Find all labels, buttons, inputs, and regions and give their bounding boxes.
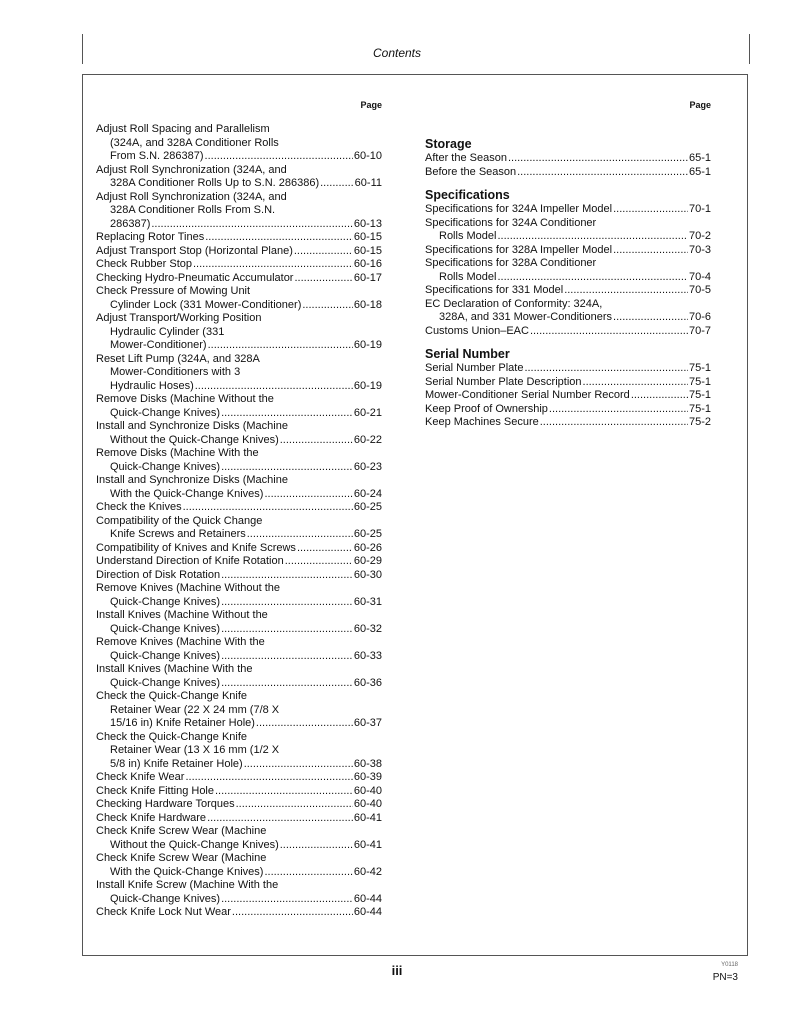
toc-entry-title: Understand Direction of Knife Rotation xyxy=(96,555,284,567)
toc-entry-title: Mower-Conditioner Serial Number Record xyxy=(425,389,630,401)
toc-entry-line: Install Knives (Machine With the xyxy=(96,663,253,675)
toc-entry[interactable] xyxy=(425,403,711,417)
toc-entry-title: Check Knife Lock Nut Wear xyxy=(96,906,231,918)
toc-page-ref: 70-7 xyxy=(688,324,711,337)
toc-page-ref: 70-4 xyxy=(688,270,711,283)
toc-entry-final-line xyxy=(96,339,382,353)
dot-leader xyxy=(221,893,353,907)
dot-leader xyxy=(221,569,353,583)
toc-entry-final-line xyxy=(96,177,382,191)
toc-entry[interactable] xyxy=(96,690,382,731)
toc-entry-final-line xyxy=(425,416,711,430)
toc-right-list xyxy=(425,137,711,430)
toc-entry[interactable] xyxy=(96,771,382,785)
dot-leader xyxy=(264,866,352,880)
toc-entry-title: Quick-Change Knives) xyxy=(110,595,221,608)
toc-section xyxy=(425,188,711,338)
toc-entry[interactable] xyxy=(96,447,382,474)
dot-leader xyxy=(183,501,353,515)
toc-entry-final-line xyxy=(425,376,711,390)
toc-entry-title: 328A Conditioner Rolls Up to S.N. 286386) xyxy=(110,177,320,189)
toc-entry[interactable] xyxy=(96,555,382,569)
toc-entry-title: Cylinder Lock (331 Mower-Conditioner) xyxy=(110,298,302,311)
dot-leader xyxy=(264,488,352,502)
toc-entry-title: Check Rubber Stop xyxy=(96,258,192,270)
toc-entry-title: Checking Hardware Torques xyxy=(96,798,235,810)
toc-entry[interactable] xyxy=(96,798,382,812)
toc-entry-line: Adjust Transport/Working Position xyxy=(96,312,262,324)
dot-leader xyxy=(205,231,353,245)
toc-entry-line: Adjust Roll Synchronization (324A, and xyxy=(96,190,287,203)
dot-leader xyxy=(294,272,352,286)
toc-entry-title: 5/8 in) Knife Retainer Hole) xyxy=(110,757,243,770)
toc-entry-title: Mower-Conditioner) xyxy=(110,339,207,351)
toc-entry-line: Check Knife Screw Wear (Machine xyxy=(96,852,267,864)
toc-entry-final-line xyxy=(96,785,382,799)
dot-leader xyxy=(205,150,353,164)
toc-entry[interactable] xyxy=(96,515,382,542)
page-header-title: Contents xyxy=(372,46,422,60)
toc-page-ref: 60-15 xyxy=(353,244,382,257)
toc-entry-line: Reset Lift Pump (324A, and 328A xyxy=(96,352,260,365)
toc-entry-title: Rolls Model xyxy=(439,270,497,283)
toc-entry-title: Quick-Change Knives) xyxy=(110,649,221,662)
toc-page-ref: 60-41 xyxy=(353,811,382,824)
dot-leader xyxy=(530,325,688,339)
dot-leader xyxy=(221,677,353,691)
toc-page-ref: 60-17 xyxy=(353,271,382,284)
toc-entry-title: Check Knife Wear xyxy=(96,771,185,783)
toc-entry[interactable] xyxy=(96,191,382,232)
toc-entry[interactable] xyxy=(425,389,711,403)
toc-entry-title: Check Knife Hardware xyxy=(96,811,207,824)
toc-entry[interactable] xyxy=(425,362,711,376)
toc-entry-line: (324A, and 328A Conditioner Rolls xyxy=(110,136,279,149)
toc-entry[interactable] xyxy=(96,582,382,609)
toc-entry-line: Remove Disks (Machine With the xyxy=(96,447,259,459)
toc-entry[interactable] xyxy=(96,812,382,826)
toc-page-ref: 70-3 xyxy=(688,243,711,256)
toc-entry-title: Checking Hydro-Pneumatic Accumulator xyxy=(96,271,294,284)
toc-entry-title: Quick-Change Knives) xyxy=(110,622,221,635)
toc-entry-line: Mower-Conditioners with 3 xyxy=(110,366,241,378)
dot-leader xyxy=(302,299,353,313)
toc-entry-title: Compatibility of Knives and Knife Screws xyxy=(96,541,296,554)
toc-entry-line: Hydraulic Cylinder (331 xyxy=(110,325,225,338)
toc-entry-final-line xyxy=(425,166,711,180)
toc-entry-final-line xyxy=(425,362,711,376)
toc-entry-title: Quick-Change Knives) xyxy=(110,892,221,905)
toc-page-ref: 65-1 xyxy=(688,165,711,178)
toc-page-ref: 75-2 xyxy=(688,416,711,428)
toc-entry-final-line xyxy=(96,272,382,286)
toc-entry-line: Install Knife Screw (Machine With the xyxy=(96,879,279,891)
doc-code: Y0118 xyxy=(721,962,738,968)
dot-leader xyxy=(297,542,353,556)
toc-entry[interactable] xyxy=(96,312,382,353)
dot-leader xyxy=(207,812,353,826)
toc-entry[interactable] xyxy=(425,152,711,166)
toc-entry-line: Remove Knives (Machine With the xyxy=(96,636,265,648)
toc-entry-final-line xyxy=(96,231,382,245)
toc-entry[interactable] xyxy=(96,393,382,420)
toc-entry-line: Check Knife Screw Wear (Machine xyxy=(96,825,267,837)
toc-page-ref: 75-1 xyxy=(688,362,711,374)
toc-entry-final-line xyxy=(96,758,382,772)
toc-entry[interactable] xyxy=(425,244,711,258)
toc-entry[interactable] xyxy=(425,325,711,339)
toc-entry[interactable] xyxy=(96,852,382,879)
dot-leader xyxy=(320,177,354,191)
dot-leader xyxy=(221,407,353,421)
toc-page-ref: 60-19 xyxy=(353,339,382,351)
toc-page-ref: 60-41 xyxy=(353,838,382,851)
section-heading: Storage xyxy=(425,137,472,151)
dot-leader xyxy=(497,271,688,285)
toc-page-ref: 60-38 xyxy=(353,757,382,770)
toc-entry[interactable] xyxy=(96,123,382,164)
toc-entry-final-line xyxy=(96,380,382,394)
toc-entry-title: Without the Quick-Change Knives) xyxy=(110,433,279,446)
dot-leader xyxy=(221,461,353,475)
toc-entry-final-line xyxy=(96,839,382,853)
toc-page-ref: 70-5 xyxy=(688,284,711,296)
toc-entry[interactable] xyxy=(96,609,382,636)
toc-entry[interactable] xyxy=(425,203,711,217)
toc-entry-final-line xyxy=(96,717,382,731)
toc-entry[interactable] xyxy=(96,542,382,556)
pn-number: PN=3 xyxy=(712,972,738,983)
toc-entry[interactable] xyxy=(96,501,382,515)
dot-leader xyxy=(221,623,353,637)
dot-leader xyxy=(215,785,353,799)
toc-entry-final-line xyxy=(96,866,382,880)
dot-leader xyxy=(256,717,353,731)
toc-entry-line: Check Pressure of Mowing Unit xyxy=(96,285,251,297)
toc-entry-title: Knife Screws and Retainers xyxy=(110,528,246,540)
toc-page-ref: 60-30 xyxy=(353,568,382,581)
toc-entry-title: Quick-Change Knives) xyxy=(110,406,221,419)
toc-entry[interactable] xyxy=(96,879,382,906)
toc-entry[interactable] xyxy=(425,166,711,180)
toc-entry[interactable] xyxy=(96,663,382,690)
toc-entry-title: With the Quick-Change Knives) xyxy=(110,487,264,500)
toc-page-ref: 75-1 xyxy=(688,375,711,388)
dot-leader xyxy=(564,284,688,298)
page-number: iii xyxy=(391,963,403,978)
dot-leader xyxy=(236,798,353,812)
toc-page-ref: 60-33 xyxy=(353,649,382,662)
toc-page-ref: 60-42 xyxy=(353,865,382,878)
dot-leader xyxy=(185,771,352,785)
toc-entry-final-line xyxy=(96,650,382,664)
toc-page-ref: 70-1 xyxy=(688,203,711,215)
toc-entry[interactable] xyxy=(96,825,382,852)
toc-entry-title: After the Season xyxy=(425,152,507,164)
toc-entry-title: Rolls Model xyxy=(439,230,497,242)
section-heading: Serial Number xyxy=(425,347,510,361)
toc-page-ref: 60-16 xyxy=(353,258,382,270)
toc-entry-title: Check the Knives xyxy=(96,501,182,513)
toc-entry-final-line xyxy=(425,203,711,217)
dot-leader xyxy=(247,528,353,542)
dot-leader xyxy=(280,434,353,448)
toc-entry[interactable] xyxy=(425,298,711,325)
dot-leader xyxy=(517,166,688,180)
toc-page-ref: 60-11 xyxy=(354,177,382,189)
toc-entry-title: Hydraulic Hoses) xyxy=(110,379,194,392)
toc-entry-final-line xyxy=(425,311,711,325)
toc-page-ref: 60-36 xyxy=(353,676,382,689)
toc-entry-line: Install and Synchronize Disks (Machine xyxy=(96,420,288,432)
toc-entry-final-line xyxy=(425,244,711,258)
toc-page-ref: 60-26 xyxy=(353,541,382,554)
toc-entry-title: Specifications for 324A Impeller Model xyxy=(425,203,613,215)
toc-page-ref: 60-44 xyxy=(353,906,382,918)
dot-leader xyxy=(221,596,353,610)
toc-entry-final-line xyxy=(96,218,382,232)
toc-entry-final-line xyxy=(96,258,382,272)
toc-page-ref: 60-44 xyxy=(353,892,382,905)
toc-entry-final-line xyxy=(96,501,382,515)
toc-entry[interactable] xyxy=(425,284,711,298)
page-column-label: Page xyxy=(360,100,382,110)
toc-entry-line: Install Knives (Machine Without the xyxy=(96,609,268,621)
toc-entry-final-line xyxy=(96,461,382,475)
toc-entry-line: Adjust Roll Spacing and Parallelism xyxy=(96,123,270,135)
toc-entry-title: Specifications for 328A Impeller Model xyxy=(425,243,613,256)
toc-entry-final-line xyxy=(425,284,711,298)
toc-page-ref: 60-15 xyxy=(353,231,382,243)
toc-entry-final-line xyxy=(425,325,711,339)
toc-entry[interactable] xyxy=(96,731,382,772)
toc-section xyxy=(425,347,711,430)
toc-entry-title: Without the Quick-Change Knives) xyxy=(110,838,279,851)
toc-left-list xyxy=(96,123,382,920)
toc-entry-title: Before the Season xyxy=(425,165,517,178)
toc-entry-final-line xyxy=(96,555,382,569)
toc-entry-line: Remove Knives (Machine Without the xyxy=(96,582,281,594)
section-heading: Specifications xyxy=(425,188,510,202)
toc-page-ref: 65-1 xyxy=(688,152,711,164)
toc-page-ref: 60-10 xyxy=(353,150,382,162)
toc-left-column xyxy=(96,99,382,920)
toc-entry-final-line xyxy=(96,623,382,637)
toc-entry-title: Check Knife Fitting Hole xyxy=(96,784,214,797)
toc-page-ref: 60-21 xyxy=(353,406,382,419)
toc-page-ref: 60-32 xyxy=(353,622,382,635)
toc-entry-line: EC Declaration of Conformity: 324A, xyxy=(425,297,603,310)
toc-entry-final-line xyxy=(425,271,711,285)
toc-page-ref: 75-1 xyxy=(688,389,711,401)
toc-page-ref: 60-31 xyxy=(353,595,382,608)
toc-entry-final-line xyxy=(96,434,382,448)
dot-leader xyxy=(613,244,688,258)
dot-leader xyxy=(508,152,688,166)
toc-entry[interactable] xyxy=(425,376,711,390)
dot-leader xyxy=(294,245,353,259)
dot-leader xyxy=(583,376,688,390)
toc-entry[interactable] xyxy=(96,353,382,394)
dot-leader xyxy=(208,339,353,353)
dot-leader xyxy=(193,258,353,272)
toc-entry-final-line xyxy=(96,677,382,691)
toc-entry-line: Install and Synchronize Disks (Machine xyxy=(96,474,288,486)
toc-entry-final-line xyxy=(96,596,382,610)
toc-page-ref: 60-25 xyxy=(353,528,382,540)
toc-entry-final-line xyxy=(96,245,382,259)
toc-entry[interactable] xyxy=(96,420,382,447)
toc-page-ref: 60-40 xyxy=(353,798,382,810)
toc-entry[interactable] xyxy=(96,474,382,501)
toc-entry-final-line xyxy=(96,812,382,826)
toc-entry-line: Specifications for 324A Conditioner xyxy=(425,216,597,229)
toc-page-ref: 60-40 xyxy=(353,784,382,797)
toc-entry-line: Check the Quick-Change Knife xyxy=(96,730,248,743)
toc-entry-final-line xyxy=(96,488,382,502)
dot-leader xyxy=(540,416,688,430)
toc-entry-title: Keep Machines Secure xyxy=(425,416,539,428)
dot-leader xyxy=(524,362,688,376)
toc-entry-title: Quick-Change Knives) xyxy=(110,676,221,689)
dot-leader xyxy=(613,203,688,217)
toc-entry[interactable] xyxy=(96,906,382,920)
toc-entry-final-line xyxy=(425,389,711,403)
toc-page-ref: 60-29 xyxy=(353,555,382,567)
toc-entry[interactable] xyxy=(96,569,382,583)
toc-entry-line: Remove Disks (Machine Without the xyxy=(96,393,274,405)
toc-entry-line: Retainer Wear (22 X 24 mm (7/8 X xyxy=(110,703,280,716)
dot-leader xyxy=(232,906,353,920)
toc-entry-final-line xyxy=(96,771,382,785)
toc-entry-final-line xyxy=(96,569,382,583)
toc-page-ref: 60-37 xyxy=(353,717,382,729)
dot-leader xyxy=(280,839,353,853)
toc-entry[interactable] xyxy=(425,217,711,244)
dot-leader xyxy=(195,380,353,394)
toc-entry-final-line xyxy=(96,906,382,920)
toc-entry-final-line xyxy=(96,299,382,313)
toc-entry-final-line xyxy=(96,407,382,421)
toc-entry-final-line xyxy=(425,230,711,244)
toc-entry[interactable] xyxy=(96,636,382,663)
toc-entry-title: Customs Union–EAC xyxy=(425,324,529,337)
toc-entry-title: Replacing Rotor Tines xyxy=(96,231,205,243)
toc-entry-title: With the Quick-Change Knives) xyxy=(110,865,264,878)
toc-entry[interactable] xyxy=(96,258,382,272)
toc-entry-title: Serial Number Plate xyxy=(425,362,524,374)
toc-entry-title: From S.N. 286387) xyxy=(110,150,204,162)
toc-entry-title: Quick-Change Knives) xyxy=(110,460,221,473)
toc-entry[interactable] xyxy=(96,245,382,259)
toc-entry[interactable] xyxy=(96,231,382,245)
toc-entry-line: Compatibility of the Quick Change xyxy=(96,514,263,527)
toc-page-ref: 60-19 xyxy=(353,379,382,392)
toc-entry[interactable] xyxy=(96,285,382,312)
dot-leader xyxy=(151,218,352,232)
toc-entry-title: 286387) xyxy=(110,217,151,230)
toc-entry-final-line xyxy=(425,403,711,417)
toc-entry-final-line xyxy=(96,798,382,812)
dot-leader xyxy=(285,555,353,569)
dot-leader xyxy=(221,650,353,664)
toc-entry-final-line xyxy=(96,528,382,542)
toc-entry-line: Retainer Wear (13 X 16 mm (1/2 X xyxy=(110,744,280,756)
dot-leader xyxy=(244,758,353,772)
page-column-label: Page xyxy=(689,100,711,110)
toc-entry-line: Specifications for 328A Conditioner xyxy=(425,257,597,269)
toc-entry[interactable] xyxy=(96,272,382,286)
toc-entry-title: Keep Proof of Ownership xyxy=(425,402,548,415)
toc-page-ref: 60-25 xyxy=(353,501,382,513)
toc-entry-line: Adjust Roll Synchronization (324A, and xyxy=(96,163,287,176)
dot-leader xyxy=(549,403,688,417)
toc-entry[interactable] xyxy=(425,257,711,284)
dot-leader xyxy=(497,230,688,244)
toc-entry-final-line xyxy=(96,893,382,907)
toc-entry-line: 328A Conditioner Rolls From S.N. xyxy=(110,204,276,216)
toc-entry-title: 15/16 in) Knife Retainer Hole) xyxy=(110,717,255,729)
toc-page-ref: 60-39 xyxy=(353,771,382,783)
toc-page-ref: 60-18 xyxy=(353,298,382,311)
toc-entry[interactable] xyxy=(96,164,382,191)
toc-entry[interactable] xyxy=(425,416,711,430)
toc-entry-title: Serial Number Plate Description xyxy=(425,375,582,388)
dot-leader xyxy=(613,311,688,325)
toc-entry-title: Adjust Transport Stop (Horizontal Plane) xyxy=(96,244,293,257)
toc-page-ref: 70-6 xyxy=(688,311,711,323)
toc-section xyxy=(425,137,711,179)
toc-entry-final-line xyxy=(96,150,382,164)
toc-page-ref: 60-23 xyxy=(353,460,382,473)
toc-entry-title: Specifications for 331 Model xyxy=(425,284,564,296)
toc-entry-line: Check the Quick-Change Knife xyxy=(96,690,248,702)
toc-page-ref: 70-2 xyxy=(688,230,711,242)
toc-entry[interactable] xyxy=(96,785,382,799)
toc-page-ref: 60-24 xyxy=(353,487,382,500)
toc-page-ref: 75-1 xyxy=(688,402,711,415)
dot-leader xyxy=(631,389,688,403)
toc-entry-title: Direction of Disk Rotation xyxy=(96,568,221,581)
toc-entry-final-line xyxy=(425,152,711,166)
toc-page-ref: 60-13 xyxy=(353,217,382,230)
toc-entry-final-line xyxy=(96,542,382,556)
toc-right-column xyxy=(425,99,711,439)
toc-page-ref: 60-22 xyxy=(353,433,382,446)
toc-entry-title: 328A, and 331 Mower-Conditioners xyxy=(439,311,613,323)
